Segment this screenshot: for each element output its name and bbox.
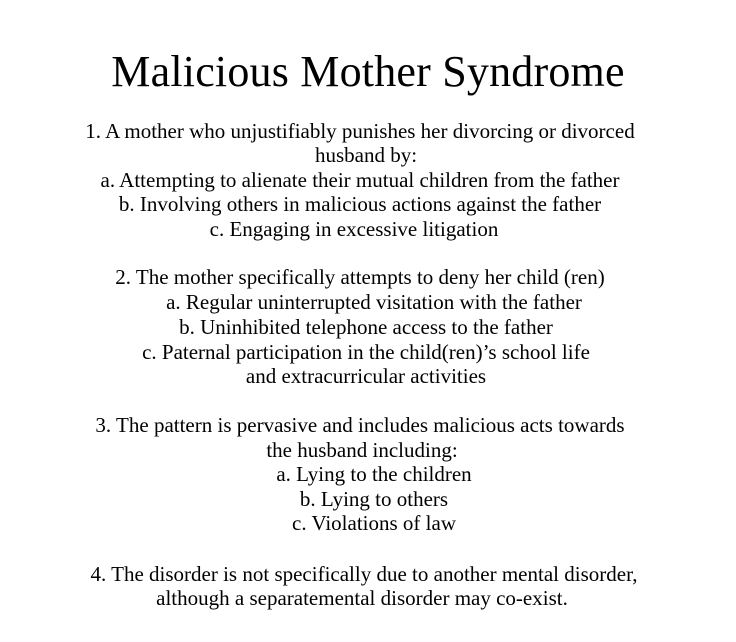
section-1-line-1: 1. A mother who unjustifiably punishes her divorcing or divorced	[85, 119, 635, 143]
section-3-line-2: the husband including:	[266, 438, 458, 462]
section-2-item-c: c. Paternal participation in the child(ren)’s school life	[142, 340, 590, 364]
section-4-line-1: 4. The disorder is not specifically due to another mental disorder,	[90, 562, 638, 586]
section-1-line-2: husband by:	[314, 143, 418, 167]
section-3-item-c: c. Violations of law	[292, 511, 456, 535]
section-2-item-a: a. Regular uninterrupted visitation with the father	[166, 290, 582, 314]
section-1-item-c: c. Engaging in excessive litigation	[209, 217, 499, 241]
section-2-line-1: 2. The mother specifically attempts to deny her child (ren)	[115, 265, 605, 289]
section-4-line-2: although a separatemental disorder may co-exist.	[156, 586, 568, 610]
section-3-line-1: 3. The pattern is pervasive and includes malicious acts towards	[95, 413, 625, 437]
section-2-line-5: and extracurricular activities	[245, 364, 487, 388]
section-3-item-b: b. Lying to others	[299, 487, 449, 511]
section-1-item-b: b. Involving others in malicious actions against the father	[118, 192, 602, 216]
page-title: Malicious Mother Syndrome	[111, 47, 625, 96]
section-1-item-a: a. Attempting to alienate their mutual children from the father	[100, 168, 620, 192]
section-2-item-b: b. Uninhibited telephone access to the father	[179, 315, 553, 339]
section-3-item-a: a. Lying to the children	[276, 462, 472, 486]
